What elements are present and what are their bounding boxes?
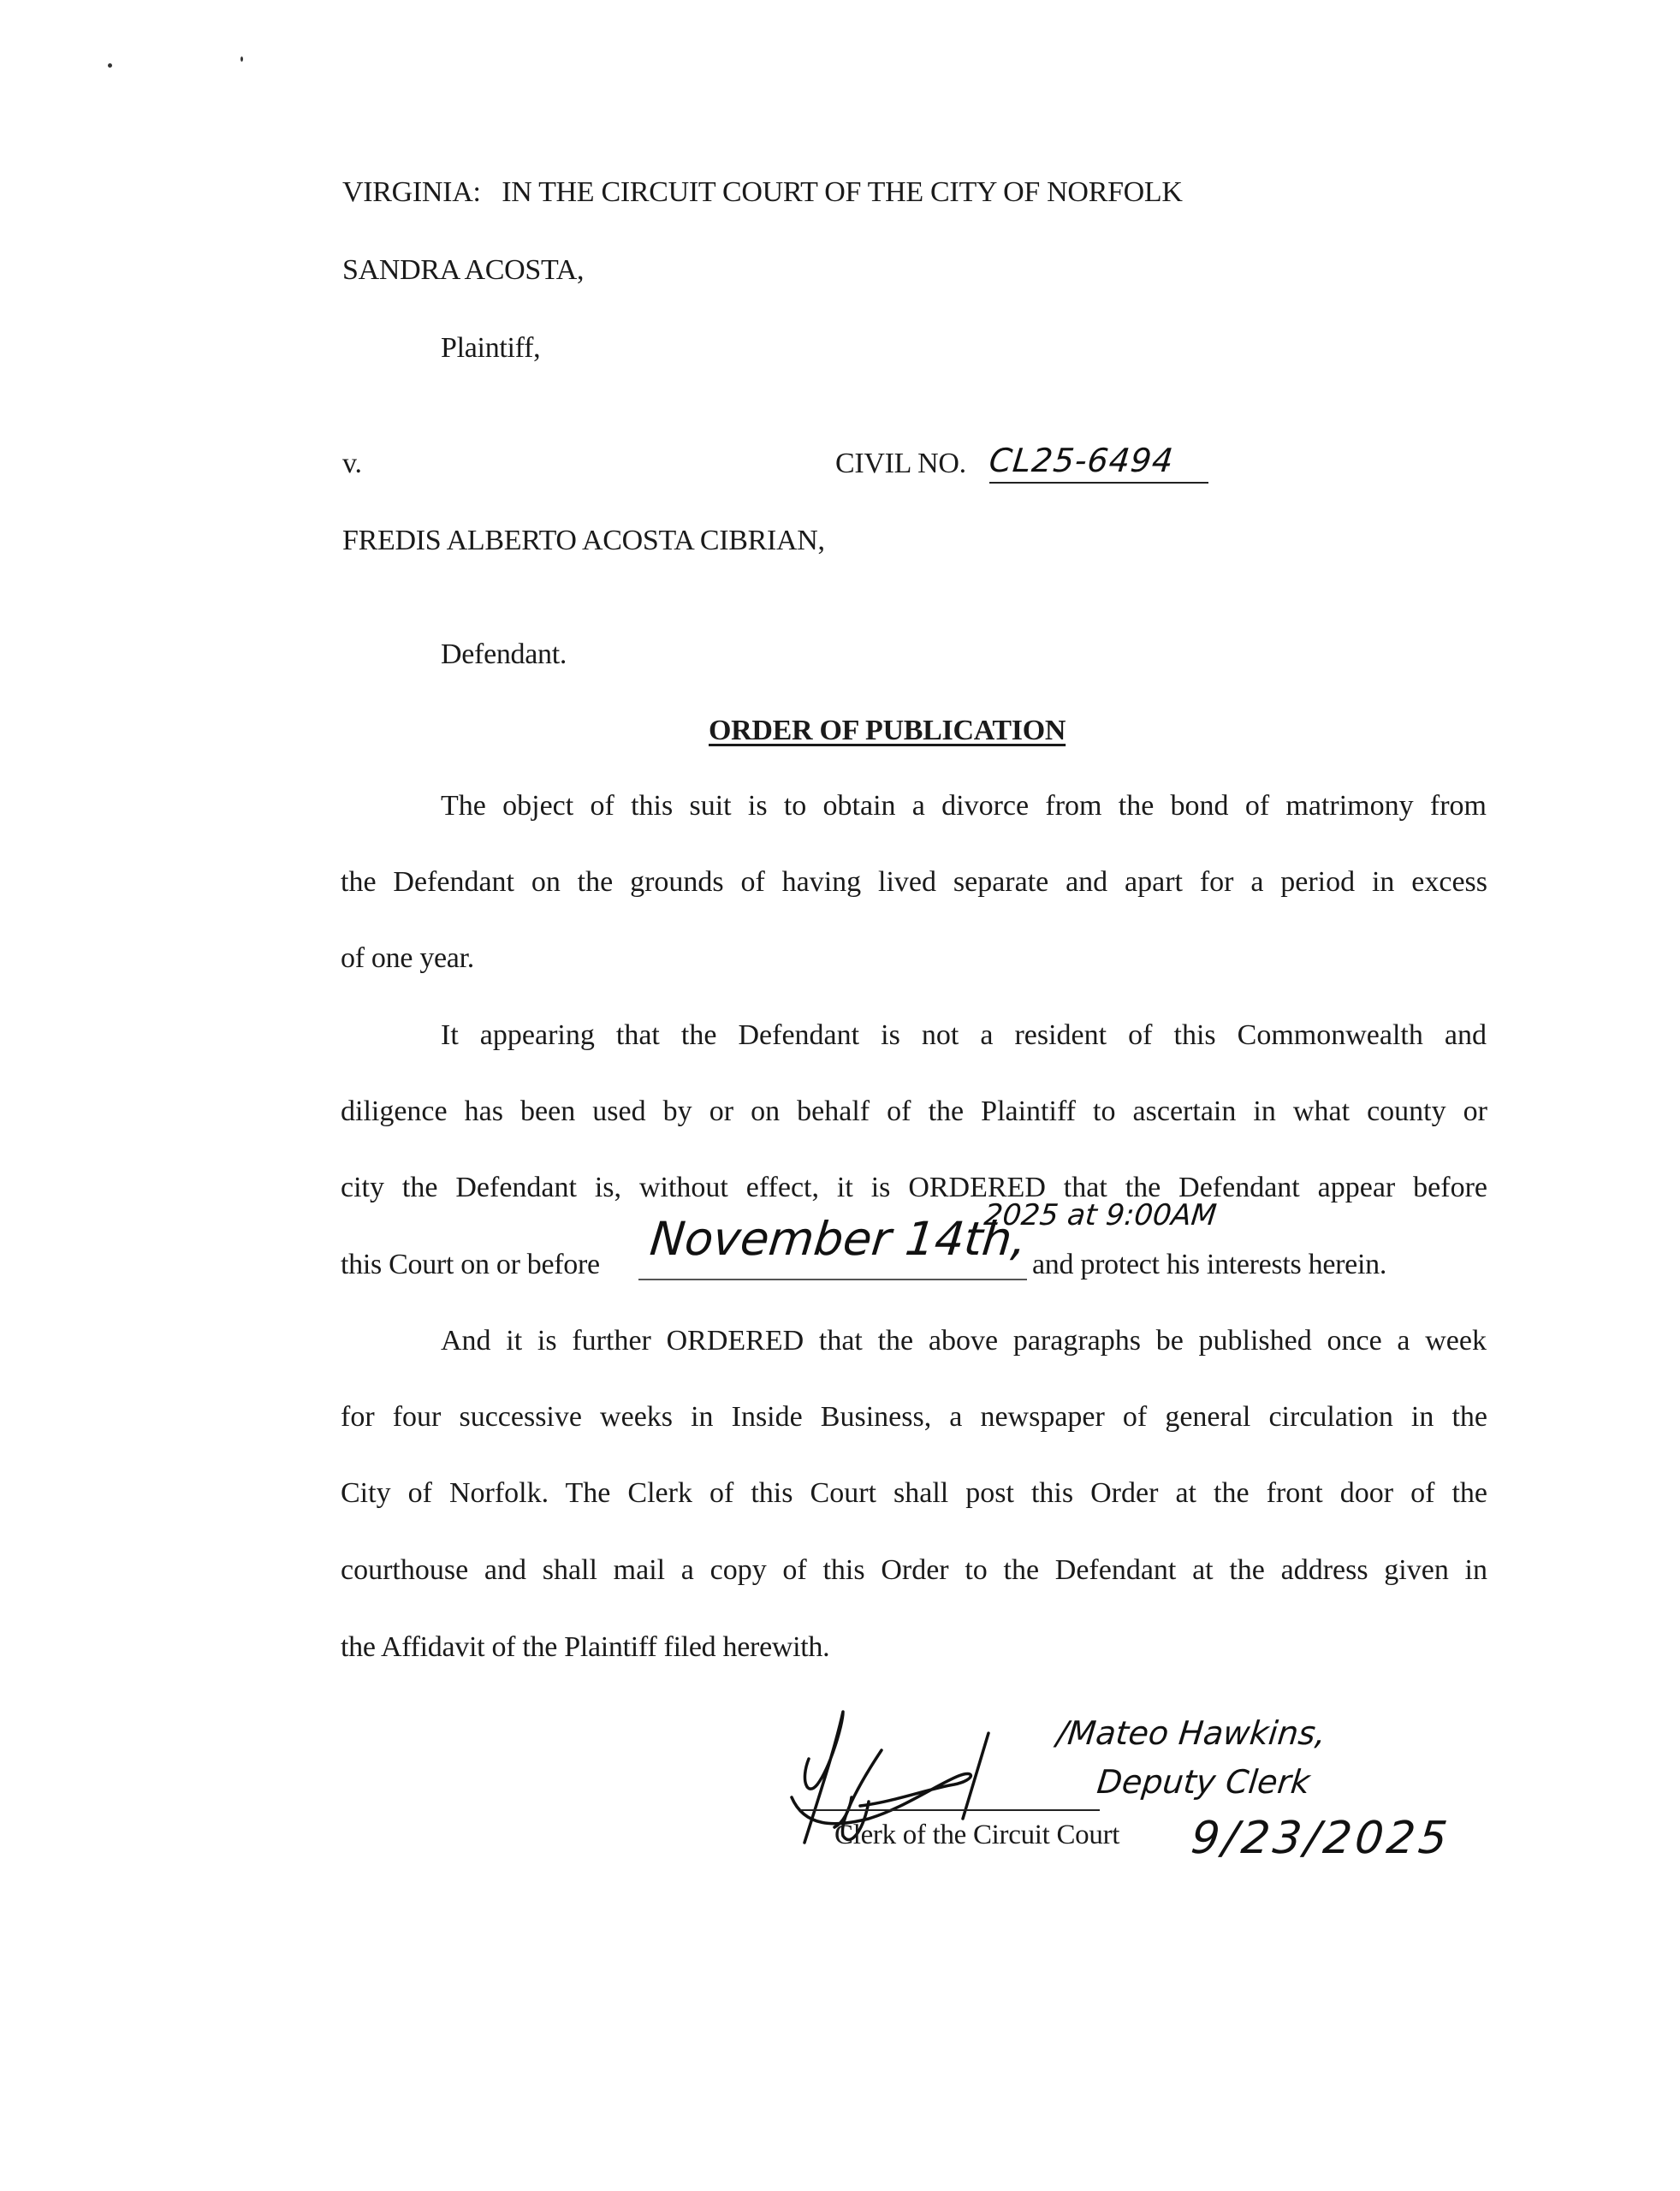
appearance-date-underline <box>638 1279 1027 1280</box>
handwritten-appearance-date: November 14th, <box>647 1212 1030 1266</box>
signature-line <box>800 1809 1100 1811</box>
signer-name: /Mateo Hawkins, <box>1054 1714 1328 1752</box>
document-title: ORDER OF PUBLICATION <box>709 715 1066 746</box>
paragraph-1-line-1: The object of this suit is to obtain a divorce from the bond of matrimony from <box>441 790 1487 822</box>
paragraph-3-line-1: And it is further ORDERED that the above paragraphs be published once a week <box>441 1325 1487 1357</box>
signature-line-label: Clerk of the Circuit Court <box>834 1820 1120 1850</box>
signature-date: 9/23/2025 <box>1188 1813 1453 1864</box>
signer-title: Deputy Clerk <box>1095 1763 1312 1801</box>
paragraph-3-line-3: City of Norfolk. The Clerk of this Court shall post this Order at the front door of the <box>341 1477 1487 1509</box>
handwritten-appearance-time: 2025 at 9:00AM <box>982 1198 1219 1232</box>
paragraph-3-line-2: for four successive weeks in Inside Business, a newspaper of general circulation in the <box>341 1401 1487 1433</box>
civil-no-value: CL25-6494 <box>987 442 1176 479</box>
paragraph-2-last-before: this Court on or before <box>341 1249 600 1280</box>
paragraph-2-last-after: and protect his interests herein. <box>1032 1249 1387 1280</box>
scan-speck <box>240 56 243 62</box>
versus: v. <box>342 448 362 479</box>
paragraph-2-line-1: It appearing that the Defendant is not a resident of this Commonwealth and <box>441 1019 1487 1051</box>
defendant-name: FREDIS ALBERTO ACOSTA CIBRIAN, <box>342 525 825 556</box>
plaintiff-role: Plaintiff, <box>441 332 541 364</box>
paragraph-2-line-2: diligence has been used by or on behalf of the Plaintiff to ascertain in what county or <box>341 1096 1487 1127</box>
paragraph-1-line-3: of one year. <box>341 942 474 974</box>
civil-no-underline <box>989 482 1208 484</box>
civil-no-label: CIVIL NO. <box>835 448 966 479</box>
paragraph-1-line-2: the Defendant on the grounds of having lived separate and apart for a period in excess <box>341 866 1487 898</box>
paragraph-3-line-4: courthouse and shall mail a copy of this Order to the Defendant at the address given in <box>341 1554 1487 1586</box>
court-heading: VIRGINIA: IN THE CIRCUIT COURT OF THE CITY OF NORFOLK <box>342 176 1183 208</box>
plaintiff-name: SANDRA ACOSTA, <box>342 254 585 286</box>
paragraph-3-line-5: the Affidavit of the Plaintiff filed herewith. <box>341 1631 830 1663</box>
paragraph-2-line-3: city the Defendant is, without effect, it is ORDERED that the Defendant appear before <box>341 1172 1487 1203</box>
scan-speck <box>108 63 112 68</box>
defendant-role: Defendant. <box>441 638 567 670</box>
